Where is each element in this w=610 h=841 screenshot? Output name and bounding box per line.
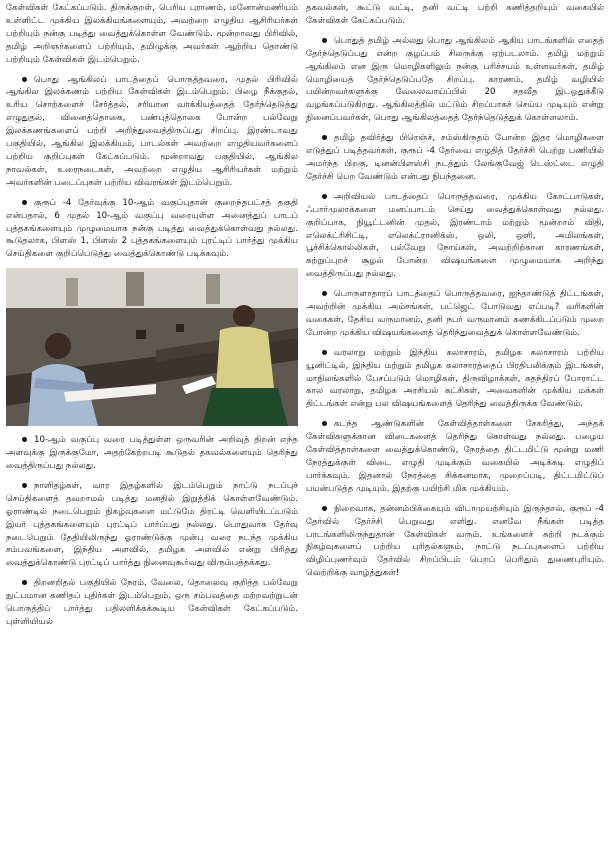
bullet-icon [22,580,27,585]
left-column [6,2,298,636]
bullet-icon [22,437,27,442]
bullet-icon [322,350,327,355]
paragraph: திறனறிதல் பகுதியில் நேரம், வேலை, தொலைவு குறித்த பல்வேறு நுட்பமான கணிதப் புதிர்கள் இடம்பெறும். ஒரு சம்பவத்தை மற்றவற்றுடன் பொருத்திப் பார்த்து பதிலளிக்கக்கூடிய கேள்விகள் கேட்கப்படும். புள்ளியியல் [6,578,298,627]
paragraph: குரூப் -4 தேர்வுக்கு 10-ஆம் வகுப்புதான் குறைந்தபட்சத் தகுதி என்பதால், 6 முதல் 10-ஆம் வகுப்பு வரையுள்ள அனைத்துப் பாடப் புத்தகங்களையும் முழுமையாக நன்கு படித்து வைத்துக்கொள்வது நல்லது. கூடுதலாக, பிளஸ் 1, பிளஸ் 2 புத்தகங்களையும் புரட்டிப் பார்த்து முக்கிய செய்திகளை குறிப்பெடுத்து வைத்துக்கொண்டு படிக்கவும். [6,197,298,260]
bullet-icon [22,200,27,205]
exam-hall-photo [6,268,298,426]
paragraph: நாளிதழ்கள், வார இதழ்களில் இடம்பெறும் நாட்டு நடப்புச் செய்திகளைத் தவறாமல் படித்து மனதில் இறுத்திக் கொள்ளவேண்டும். ஓராண்டில் நடைபெறும் நிகழ்வுகளை மட்டுமே திரட்டி வெளியிடப்படும் இயர் புத்தகங்களையும் புரட்டிப் பார்ப்பது நல்லது. பொதுவாக தேர்வு நடைபெறும் தேதியிலிருந்து ஓராண்டுக்கு முன்பு வரை நடந்த முக்கிய சம்பவங்களை, இந்திய அளவில், தமிழக அளவில் என்று பிரித்து வைத்துக்கொண்டு புரட்டிப் பார்த்து நினைவுகூர்வது விரும்பத்தக்கது. [6,480,298,569]
paragraph: 10-ஆம் வகுப்பு வரை படித்துள்ள ஒருவரின் அறிவுத் திறன் எந்த அளவுக்கு இருக்குமோ, அதற்கேற்றபடி கூடுதல் தகவல்களையும் தெரிந்து வைத்திருப்பது நல்லது. [6,435,298,472]
paragraph: பொதுத் தமிழ் அல்லது பொது ஆங்கிலம் ஆகிய பாடங்களில் எதைத் தேர்ந்தெடுப்பது என்ற குழப்பம் சிலருக்கு ஏற்படலாம். தமிழ் மற்றும் ஆங்கிலம் என இரு மொழிகளிலும் நன்கு பரிச்சயம் உள்ளவர்கள், தமிழ் மொழியைத் தேர்ந்தெடுப்பதே சிறப்பு. காரணம், தமிழ் வழியில் பயின்றவர்களுக்கு வேலைவாய்ப்பில் 20 சதவீத இடஒதுக்கீடு வழங்கப்படுகிறது. ஆங்கிலத்தில் மட்டும் சிறப்பாகச் செய்ய முடியும் என்று நினைப்பவர்கள், பொது ஆங்கிலத்தைத் தேர்ந்தெடுத்துக் கொள்ளலாம். [306,35,604,124]
bullet-icon [322,291,327,296]
paragraph: தமிழ் தவிர்த்து பிரெஞ்ச், சம்ஸ்கிருதம் போன்ற இதர மொழிகளை எடுத்துப் படித்தவர்கள், குரூப் -4 தேர்வை எழுதித் தேர்ச்சி பெற்று பணியில் அமர்ந்த பிறகு, டினன்பிளஸ்சி நடத்தும் லேங்குவேஜ் டெஸ்ட்டை எழுதி தேர்ச்சி பெற வேண்டும் என்பது நிபந்தனை. [306,133,604,182]
photo-illustration [6,268,298,426]
bullet-icon [22,483,27,488]
paragraph: கேள்விகள் கேட்கப்படும். திருக்குறள், பெரிய புராணம், மனோன்மணியம் உள்ளிட்ட முக்கிய இலக்கியங்களையும், அவற்றை எழுதிய ஆசிரியர்கள் பற்றியும் நன்கு படித்து வைத்துக்கொள்ள வேண்டும். மூன்றாவது பிரிவில், தமிழ் அறிஞர்களைப் பற்றியும், தமிழுக்கு அவர்கள் ஆற்றிய தொண்டு பற்றியும் கேள்விகள் இடம்பெறும். [6,3,298,65]
paragraph: பொருளாதாரப் பாடத்தைப் பொருத்தவரை, ஐந்தாண்டுத் திட்டங்கள், அவற்றின் முக்கிய அம்சங்கள், பட்ஜெட் போடுவது எப்படி? வரிகளின் வகைகள், தேசிய வருமானம், தனி நபர் வருமானம் கணக்கிடப்படும் முறை போன்ற முக்கிய விஷயங்களைத் தெரிந்துவைத்துக் கொள்ளவேண்டும். [306,289,604,338]
paragraph: கடந்த ஆண்டுகளின் கேள்வித்தாள்களை சேகரித்து, அந்தக் கேள்விகளுக்கான விடைகளைத் தெரிந்து கொள்வது நல்லது. பழைய கேள்வித்தாள்களை வைத்துக்கொண்டு, நேரத்தை திட்டமிட்டு மூன்று மணி நேரத்துக்குள் விடை எழுதி முடிக்கும் வகையில் அடிக்கடி எழுதிப் பார்க்கவும். இதனால் நேரத்தை சிக்கனமாக, முறைப்படி, திட்டமிட்டுப் பயன்படுத்த முடியும். இதற்கு பயிற்சி மிக முக்கியம். [306,419,604,494]
paragraph: வரலாறு மற்றும் இந்திய கலாசாரம், தமிழக கலாசாரம் பற்றிய யூனிட்டில், இந்திய மற்றும் தமிழக கலாசாரத்தைப் பிரதிபலிக்கும் இடங்கள், மாநிலங்களில் பேசப்படும் மொழிகள், திருவிழாக்கள், சுதந்திரப் போராட்ட கால வரலாறு, தமிழக அரசியல் கட்சிகள், அவைகளின் முக்கிய மக்கள் திட்டங்கள் என்று பல விஷயங்களைத் தெரிந்து வைத்திருக்க வேண்டும். [306,347,604,410]
bullet-icon [322,506,327,511]
paragraph: நிறைவாக, தன்னம்பிக்கையும் விடாமுயற்சியும் இருந்தால், குரூப் -4 தேர்வில் தேர்ச்சி பெறுவது எளிது. எனவே நீங்கள் படித்த பாடங்களிலிருந்துதான் கேள்விகள் வரும். உங்களைச் சுற்றி நடக்கும் நிகழ்வுகளைப் பற்றிய புரிதல்களும், நாட்டு நடப்புகளைப் பற்றிய விழிப்புணர்வும் தேர்வில் சிறப்பிடம் பெறப் பெரிதும் துணைபுரியும். வெற்றிக்கு வாழ்த்துகள்! [306,503,604,579]
paragraph: தகவல்கள், கூட்டு வட்டி, தனி வட்டி பற்றி கணித்தறியும் வகையில் கேள்விகள் கேட்கப்படும். [306,3,604,26]
paragraph: அறிவியல் பாடத்தைப் பொருத்தவரை, முக்கிய கோட்பாடுகள், ஃபார்முலாக்களை மனப்பாடம் செய்து வைத்துக்கொள்வது நல்லது. குறிப்பாக, நியூட்டனின் முதல், இரண்டாம் மற்றும் மூன்றாம் விதி, எலெக்ட்ரிசிட்டி, எலெக்ட்ரானிக்ஸ், ஒலி, ஒளி, அமிலங்கள், பூச்சிக்கொல்லிகள், பல்வேறு நோய்கள், அவற்றிற்கான காரணங்கள், சுற்றுப்புறச் சூழல் போன்ற விஷயங்களை முழுமையாக அறிந்து வைத்திருப்பது நல்லது. [306,191,604,280]
paragraph: பொது ஆங்கிலப் பாடத்தைப் பொருத்தவரை, முதல் பிரிவில் ஆங்கில இலக்கணம் பற்றிய கேள்விகள் இடம்பெறும். பிழை நீக்குதல், உரிய சொற்களைச் சேர்த்தல், சரியான வாக்கியத்தைத் தேர்ந்தெடுத்து எழுதுதல், வினைத்தொகை, பண்புத்தொகை போன்ற பல்வேறு இலக்கணங்களைப் பற்றி அறிந்துவைத்திருப்பது சிறப்பு. இரண்டாவது பகுதியில், ஆங்கில இலக்கியம், பாடல்கள் அவற்றை எழுதியவர்களைப் பற்றிய குறிப்புகள் கேட்கப்படும். மூன்றாவது பகுதியில், ஆங்கில நாவல்கள், உரைநடைகள், அவற்றை எழுதிய ஆசிரியர்கள் மற்றும் அவர்களின் படைப்புகள் பற்றிய விவரங்கள் இடம்பெறும். [6,74,298,188]
bullet-icon [322,194,327,199]
bullet-icon [22,77,27,82]
bullet-icon [322,421,327,426]
bullet-icon [322,38,327,43]
right-column [306,2,604,587]
bullet-icon [322,135,327,140]
